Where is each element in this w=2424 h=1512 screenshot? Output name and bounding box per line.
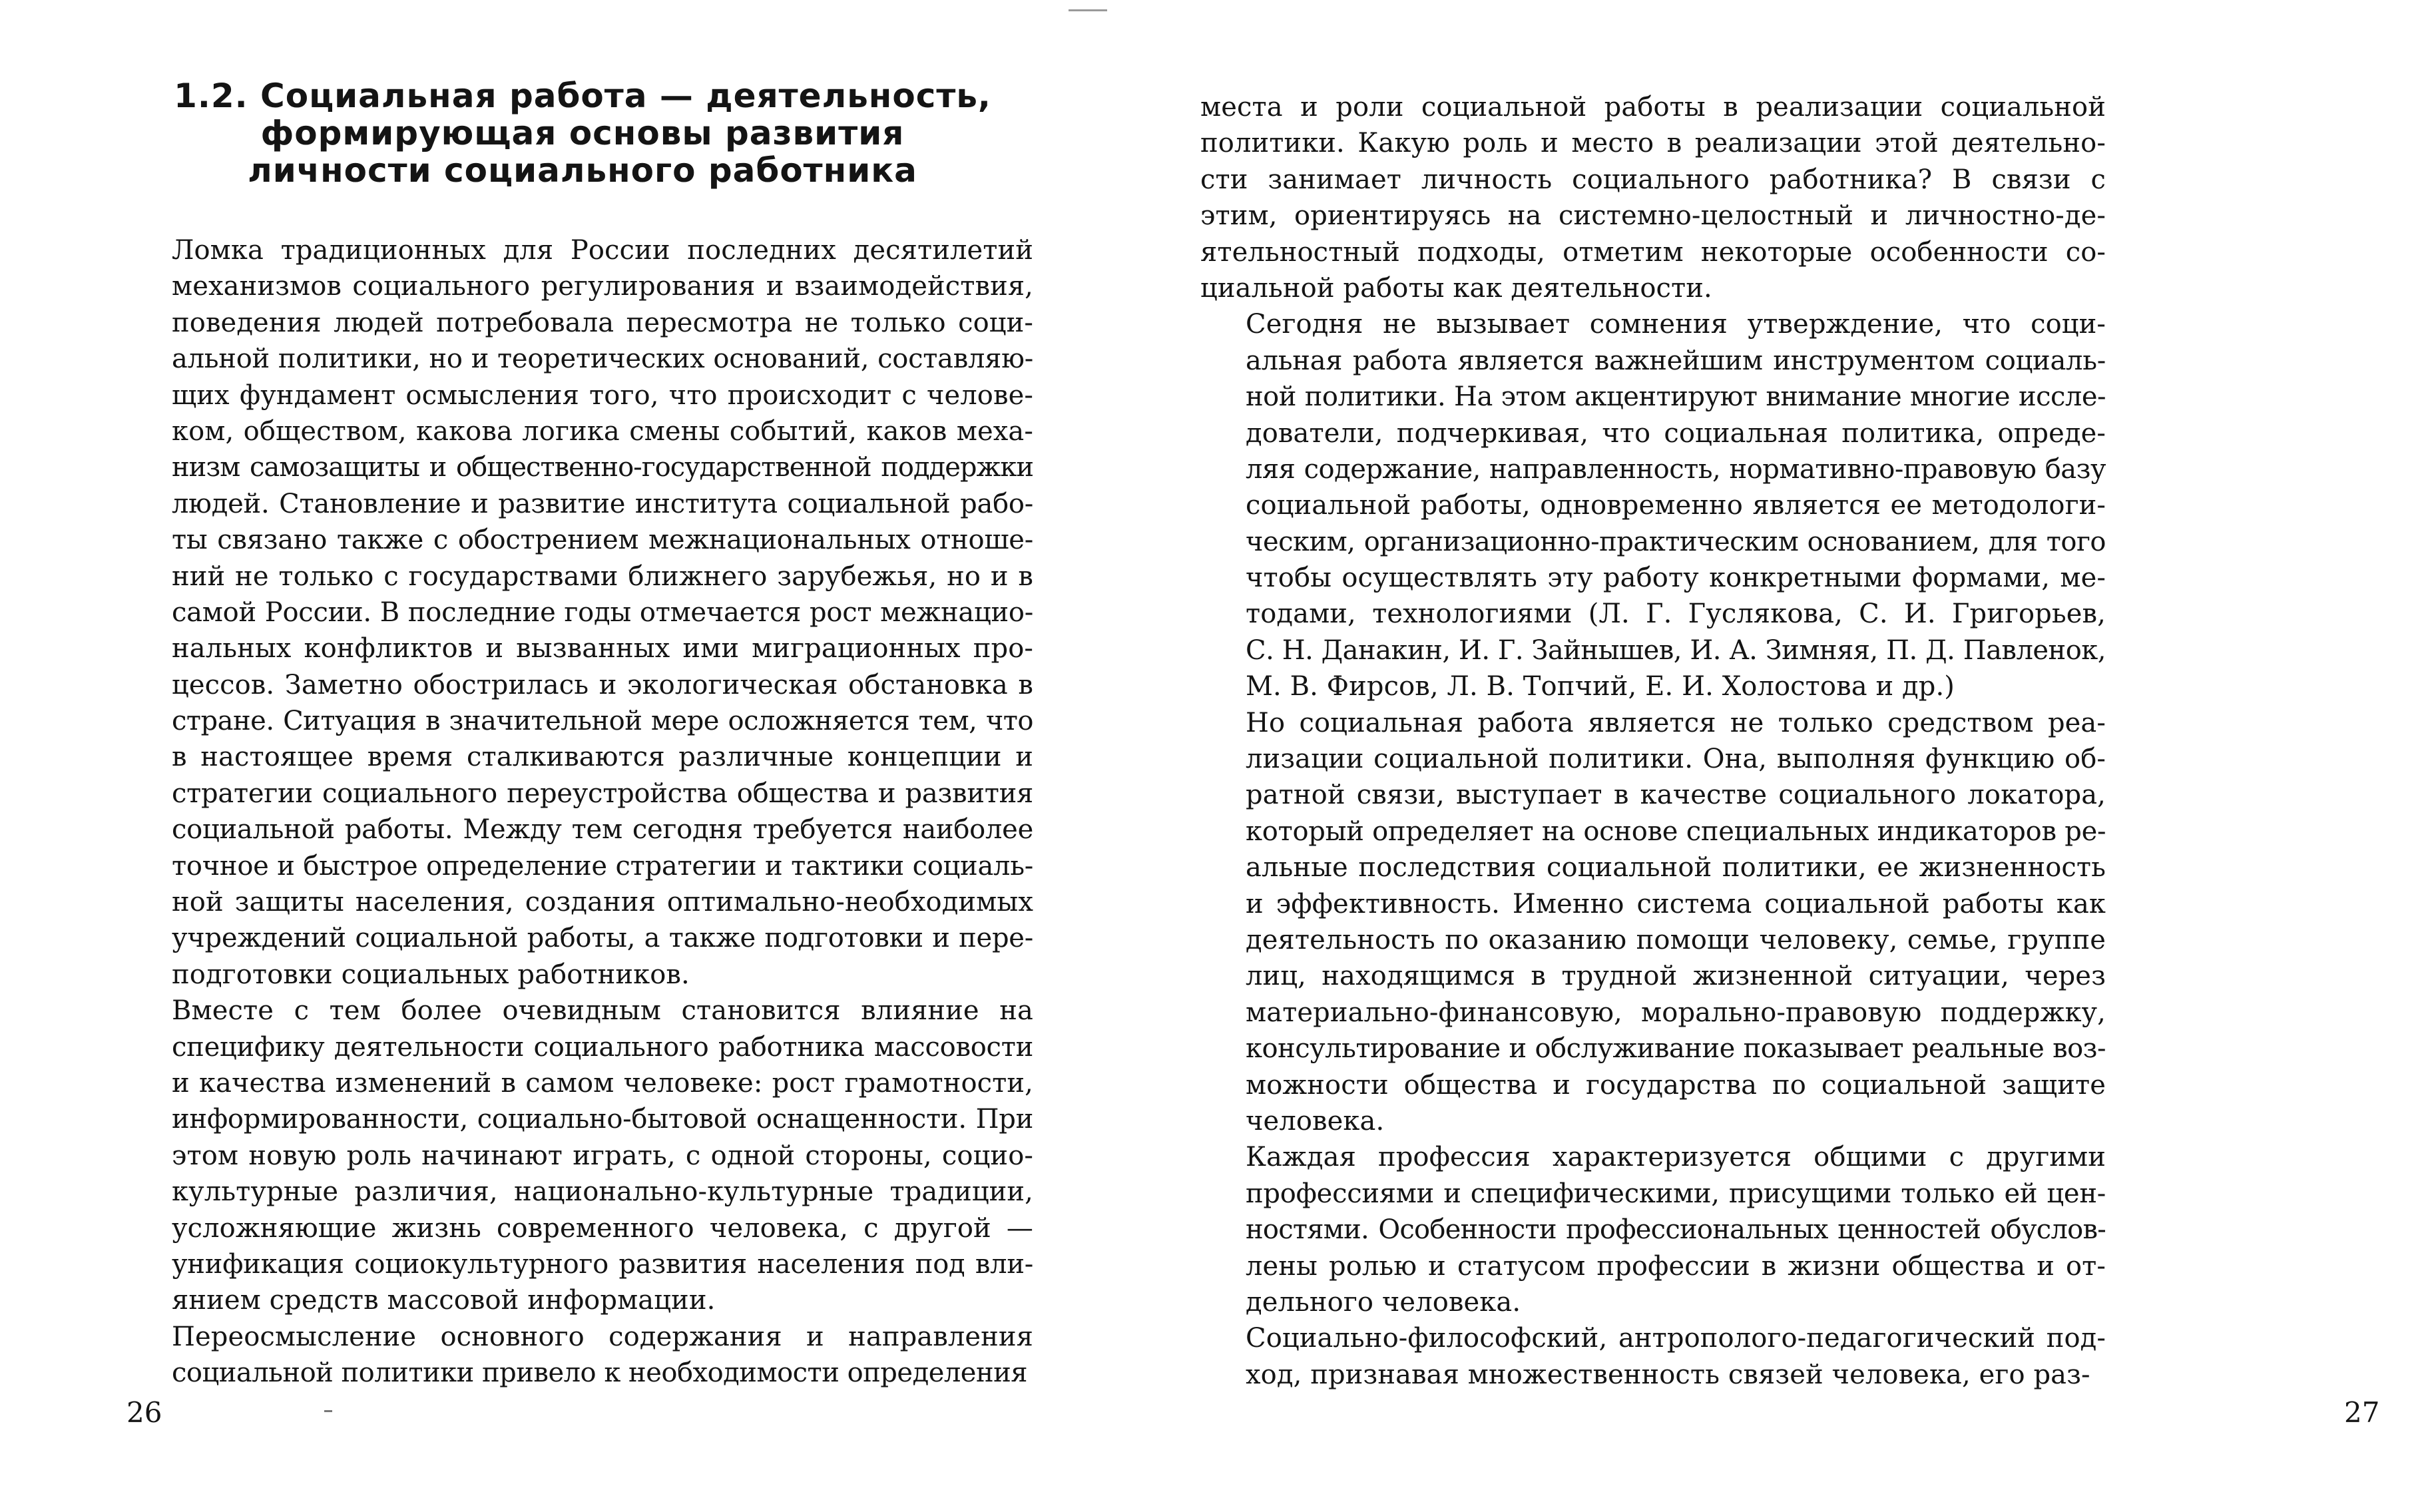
- text-line: ческим, организационно-практическим основанием, для того: [1246, 526, 2106, 557]
- text-line: щих фундамент осмысления того, что происходит с челове-: [172, 379, 1033, 411]
- page-number-left: 26: [126, 1396, 162, 1429]
- text-line: точное и быстрое определение стратегии и тактики социаль-: [172, 850, 1033, 882]
- text-line: низм самозащиты и общественно-государственной поддержки: [172, 452, 1033, 483]
- text-line: М. В. Фирсов, Л. В. Топчий, Е. И. Холостова и др.): [1246, 671, 1955, 702]
- text-line: и качества изменений в самом человеке: рост грамотности,: [172, 1067, 1033, 1099]
- text-line: унификация социокультурного развития населения под вли-: [172, 1248, 1033, 1280]
- text-line: места и роли социальной работы в реализации социальной: [1200, 92, 2106, 123]
- text-line: ний не только с государствами ближнего зарубежья, но и в: [172, 561, 1033, 592]
- paragraph: [1200, 1139, 2106, 1320]
- text-line: цессов. Заметно обострилась и экологическая обстановка в: [172, 669, 1033, 700]
- text-line: ход, признавая множественность связей человека, его раз-: [1246, 1359, 2090, 1390]
- text-line: этом новую роль начинают играть, с одной стороны, социо-: [172, 1140, 1033, 1171]
- text-line: самой России. В последние годы отмечается рост межнацио-: [172, 597, 1033, 628]
- scan-mark: [324, 1410, 332, 1412]
- text-line: деятельность по оказанию помощи человеку, семье, группе: [1246, 924, 2106, 955]
- paragraph: [1200, 306, 2106, 704]
- text-line: ной защиты населения, создания оптимально-необходимых: [172, 887, 1033, 918]
- section-heading: [107, 77, 1059, 189]
- text-line: янием средств массовой информации.: [172, 1285, 716, 1316]
- text-line: дователи, подчеркивая, что социальная политика, опреде-: [1246, 417, 2106, 449]
- text-line: и эффективность. Именно система социальной работы как: [1246, 888, 2106, 919]
- text-line: Каждая профессия характеризуется общими с другими: [1246, 1142, 2106, 1173]
- left-text-column: [126, 232, 1033, 1391]
- text-line: ляя содержание, направленность, нормативно-правовую базу: [1246, 453, 2106, 485]
- text-line: ностями. Особенности профессиональных ценностей обуслов-: [1246, 1214, 2106, 1246]
- text-line: лены ролью и статусом профессии в жизни общества и от-: [1246, 1250, 2106, 1282]
- text-line: тодами, технологиями (Л. Г. Гуслякова, С. И. Григорьев,: [1246, 599, 2106, 630]
- text-line: Вместе с тем более очевидным становится влияние на: [172, 995, 1033, 1027]
- text-line: можности общества и государства по социальной защите: [1246, 1069, 2106, 1101]
- heading-line: формирующая основы развития: [260, 114, 905, 152]
- text-line: ратной связи, выступает в качестве социального локатора,: [1246, 780, 2106, 811]
- text-line: усложняющие жизнь современного человека, с другой —: [172, 1212, 1033, 1244]
- text-line: людей. Становление и развитие института социальной рабо-: [172, 488, 1033, 519]
- text-line: механизмов социального регулирования и взаимодействия,: [172, 271, 1033, 302]
- heading-line: 1.2. Социальная работа — деятельность,: [174, 77, 991, 115]
- paragraph: [1200, 705, 2106, 1140]
- text-line: ятельностный подходы, отметим некоторые особенности со-: [1200, 236, 2106, 268]
- paragraph: [126, 993, 1033, 1319]
- text-line: Сегодня не вызывает сомнения утверждение, что соци-: [1246, 309, 2106, 340]
- text-line: Переосмысление основного содержания и направления: [172, 1321, 1033, 1352]
- text-line: ком, обществом, какова логика смены событий, каков меха-: [172, 415, 1033, 447]
- text-line: социальной работы. Между тем сегодня требуется наиболее: [172, 814, 1033, 846]
- text-line: ной политики. На этом акцентируют внимание многие иссле-: [1246, 381, 2106, 413]
- text-line: культурные различия, национально-культурные традиции,: [172, 1176, 1033, 1208]
- text-line: подготовки социальных работников.: [172, 959, 690, 990]
- text-line: материально-финансовую, морально-правовую поддержку,: [1246, 997, 2106, 1028]
- page-number-right: 27: [2344, 1396, 2380, 1429]
- text-line: профессиями и специфическими, присущими только ей цен-: [1246, 1178, 2106, 1209]
- right-page: [1079, 0, 2380, 1512]
- paragraph: [126, 1319, 1033, 1391]
- text-line: поведения людей потребовала пересмотра не только соци-: [172, 307, 1033, 338]
- text-line: альной политики, но и теоретических оснований, составляю-: [172, 344, 1033, 375]
- text-line: консультирование и обслуживание показывает реальные воз-: [1246, 1033, 2106, 1065]
- text-line: стратегии социального переустройства общества и развития: [172, 778, 1033, 809]
- text-line: социальной работы, одновременно является ее методологи-: [1246, 490, 2106, 521]
- text-line: который определяет на основе специальных индикаторов ре-: [1246, 816, 2106, 847]
- text-line: Социально-философский, антрополого-педагогический под-: [1246, 1323, 2106, 1354]
- paragraph: [1200, 89, 2106, 306]
- text-line: чтобы осуществлять эту работу конкретными формами, ме-: [1246, 563, 2106, 594]
- text-line: нальных конфликтов и вызванных ими миграционных про-: [172, 633, 1033, 664]
- text-line: человека.: [1246, 1105, 1385, 1136]
- text-line: лиц, находящимся в трудной жизненной ситуации, через: [1246, 961, 2106, 992]
- paragraph: [126, 232, 1033, 993]
- left-page: [0, 0, 1079, 1512]
- right-text-column: [1200, 89, 2106, 1393]
- text-line: в настоящее время сталкиваются различные концепции и: [172, 742, 1033, 773]
- text-line: альные последствия социальной политики, ее жизненность: [1246, 852, 2106, 883]
- text-line: ты связано также с обострением межнациональных отноше-: [172, 525, 1033, 556]
- text-line: С. Н. Данакин, И. Г. Зайнышев, И. А. Зимняя, П. Д. Павленок,: [1246, 634, 2106, 666]
- text-line: этим, ориентируясь на системно-целостный и личностно-де-: [1200, 200, 2106, 232]
- text-line: политики. Какую роль и место в реализации этой деятельно-: [1200, 128, 2106, 159]
- text-line: циальной работы как деятельности.: [1200, 272, 1712, 304]
- text-line: стране. Ситуация в значительной мере осложняется тем, что: [172, 706, 1033, 737]
- heading-line: личности социального работника: [248, 151, 917, 190]
- text-line: Но социальная работа является не только средством реа-: [1246, 707, 2106, 738]
- text-line: специфику деятельности социального работника массовости: [172, 1031, 1033, 1063]
- text-line: сти занимает личность социального работника? В связи с: [1200, 164, 2106, 195]
- text-line: учреждений социальной работы, а также подготовки и пере-: [172, 923, 1033, 954]
- text-line: дельного человека.: [1246, 1286, 1521, 1318]
- text-line: информированности, социально-бытовой оснащенности. При: [172, 1104, 1033, 1135]
- text-line: социальной политики привело к необходимости определения: [172, 1358, 1028, 1389]
- paragraph: [1200, 1320, 2106, 1393]
- text-line: Ломка традиционных для России последних десятилетий: [172, 235, 1033, 266]
- text-line: лизации социальной политики. Она, выполняя функцию об-: [1246, 744, 2106, 775]
- text-line: альная работа является важнейшим инструментом социаль-: [1246, 345, 2106, 376]
